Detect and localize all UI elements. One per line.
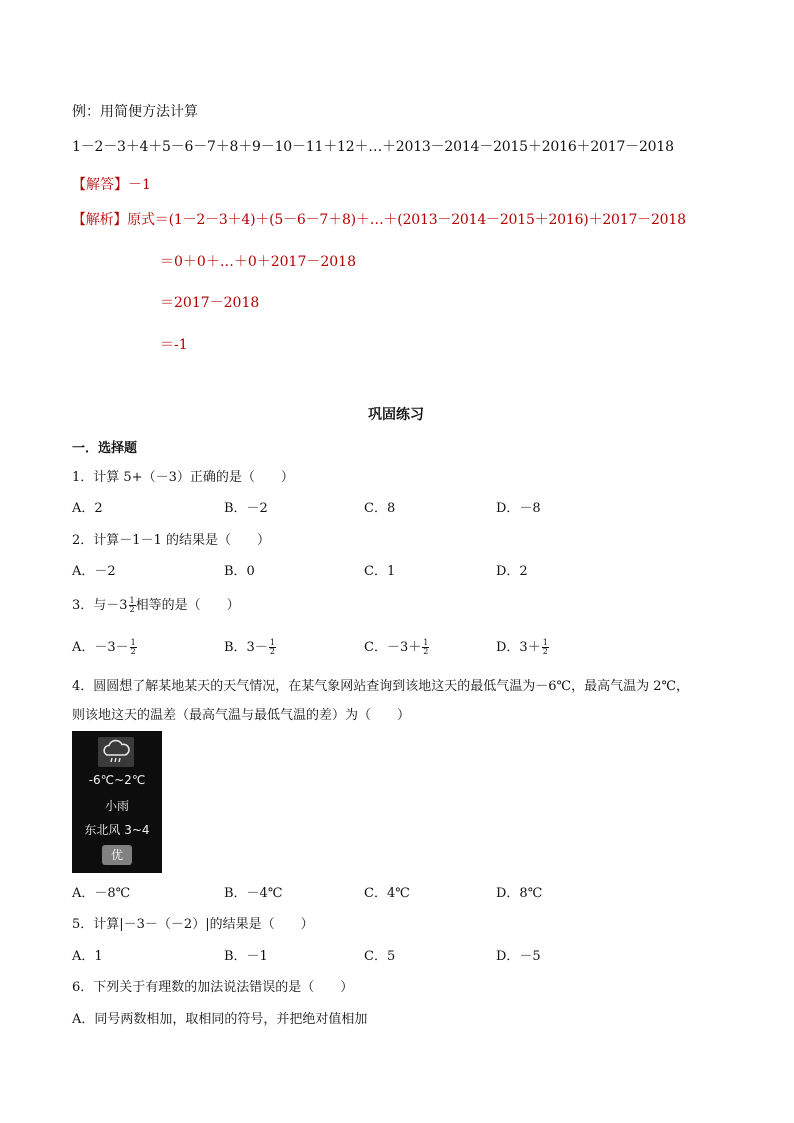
example-expression: 1－2－3＋4＋5－6－7＋8＋9－10－11＋12＋…＋2013－2014－2015＋2016＋2017－2018 — [72, 139, 674, 155]
q5-option-c[interactable]: C．5 — [364, 949, 396, 964]
answer-line — [72, 174, 151, 194]
q3-stem-suffix: 相等的是（ ） — [135, 598, 240, 613]
q3-option-a[interactable]: A．－3－ $\frac{1}{2}$ — [72, 638, 136, 656]
weather-widget — [72, 731, 162, 873]
question-2-stem: 2．计算－1－1 的结果是（ ） — [72, 533, 270, 548]
question-1-options — [72, 497, 722, 517]
q1-option-c[interactable]: C．8 — [364, 501, 396, 516]
q2-option-b[interactable]: B．0 — [224, 564, 255, 579]
question-6-stem: 6．下列关于有理数的加法说法错误的是（ ） — [72, 980, 354, 995]
analysis-step-4: ＝-1 — [160, 337, 188, 353]
q4-option-d[interactable]: D．8℃ — [496, 886, 543, 901]
q2-option-c[interactable]: C．1 — [364, 564, 396, 579]
q5-option-a[interactable]: A．1 — [72, 949, 103, 964]
weather-wind: 东北风 3~4 — [84, 823, 150, 837]
q4-option-b[interactable]: B．－4℃ — [224, 886, 283, 901]
q3-stem-prefix: 3．与－3 — [72, 598, 128, 613]
question-4-options — [72, 882, 722, 902]
q1-option-d[interactable]: D．－8 — [496, 501, 541, 516]
question-3-options — [72, 636, 722, 660]
q1-option-a[interactable]: A．2 — [72, 501, 103, 516]
q3-option-b[interactable]: B．3－ $\frac{1}{2}$ — [224, 638, 275, 656]
answer-tag: 【解答】 — [72, 177, 128, 193]
question-4-stem-line-2: 则该地这天的温差（最高气温与最低气温的差）为（ ） — [72, 708, 411, 723]
weather-temp: -6℃~2℃ — [88, 773, 146, 787]
q5-option-b[interactable]: B．－1 — [224, 949, 268, 964]
analysis-tag: 【解析】 — [72, 212, 128, 228]
question-1-stem: 1．计算 5+（－3）正确的是（ ） — [72, 470, 294, 485]
question-2-options — [72, 560, 722, 580]
analysis-step-2: ＝0＋0＋…＋0＋2017－2018 — [160, 254, 356, 270]
aqi-badge: 优 — [102, 845, 132, 865]
example-label: 例：用简便方法计算 — [72, 104, 198, 120]
q3-stem-fraction: $\frac{1}{2}$ — [129, 596, 135, 614]
q5-option-d[interactable]: D．－5 — [496, 949, 541, 964]
analysis-step-1: 原式＝(1－2－3＋4)＋(5－6－7＋8)＋…＋(2013－2014－2015＋2016)＋2017－2018 — [127, 212, 686, 228]
q4-option-a[interactable]: A．－8℃ — [72, 886, 131, 901]
q3-option-d[interactable]: D．3＋ $\frac{1}{2}$ — [496, 638, 548, 656]
q2-option-a[interactable]: A．－2 — [72, 564, 116, 579]
q2-option-d[interactable]: D．2 — [496, 564, 528, 579]
q3-option-c[interactable]: C．－3＋ $\frac{1}{2}$ — [364, 638, 429, 656]
answer-value: －1 — [128, 177, 151, 193]
analysis-step-3: ＝2017－2018 — [160, 295, 260, 311]
section-title: 巩固练习 — [368, 407, 424, 423]
q1-option-b[interactable]: B．－2 — [224, 501, 268, 516]
q6-option-a[interactable]: A．同号两数相加，取相同的符号，并把绝对值相加 — [72, 1012, 368, 1027]
weather-condition: 小雨 — [104, 799, 129, 813]
question-5-options — [72, 945, 722, 965]
analysis-line — [72, 209, 686, 229]
question-5-stem: 5．计算|－3－（－2）|的结果是（ ） — [72, 917, 314, 932]
part-title: 一．选择题 — [72, 441, 138, 456]
rain-cloud-icon — [98, 737, 134, 767]
q4-option-c[interactable]: C．4℃ — [364, 886, 410, 901]
question-4-stem-line-1: 4．圆圆想了解某地某天的天气情况，在某气象网站查询到该地这天的最低气温为－6℃，最高气温为 2℃， — [72, 679, 690, 694]
question-3-stem — [72, 594, 240, 614]
